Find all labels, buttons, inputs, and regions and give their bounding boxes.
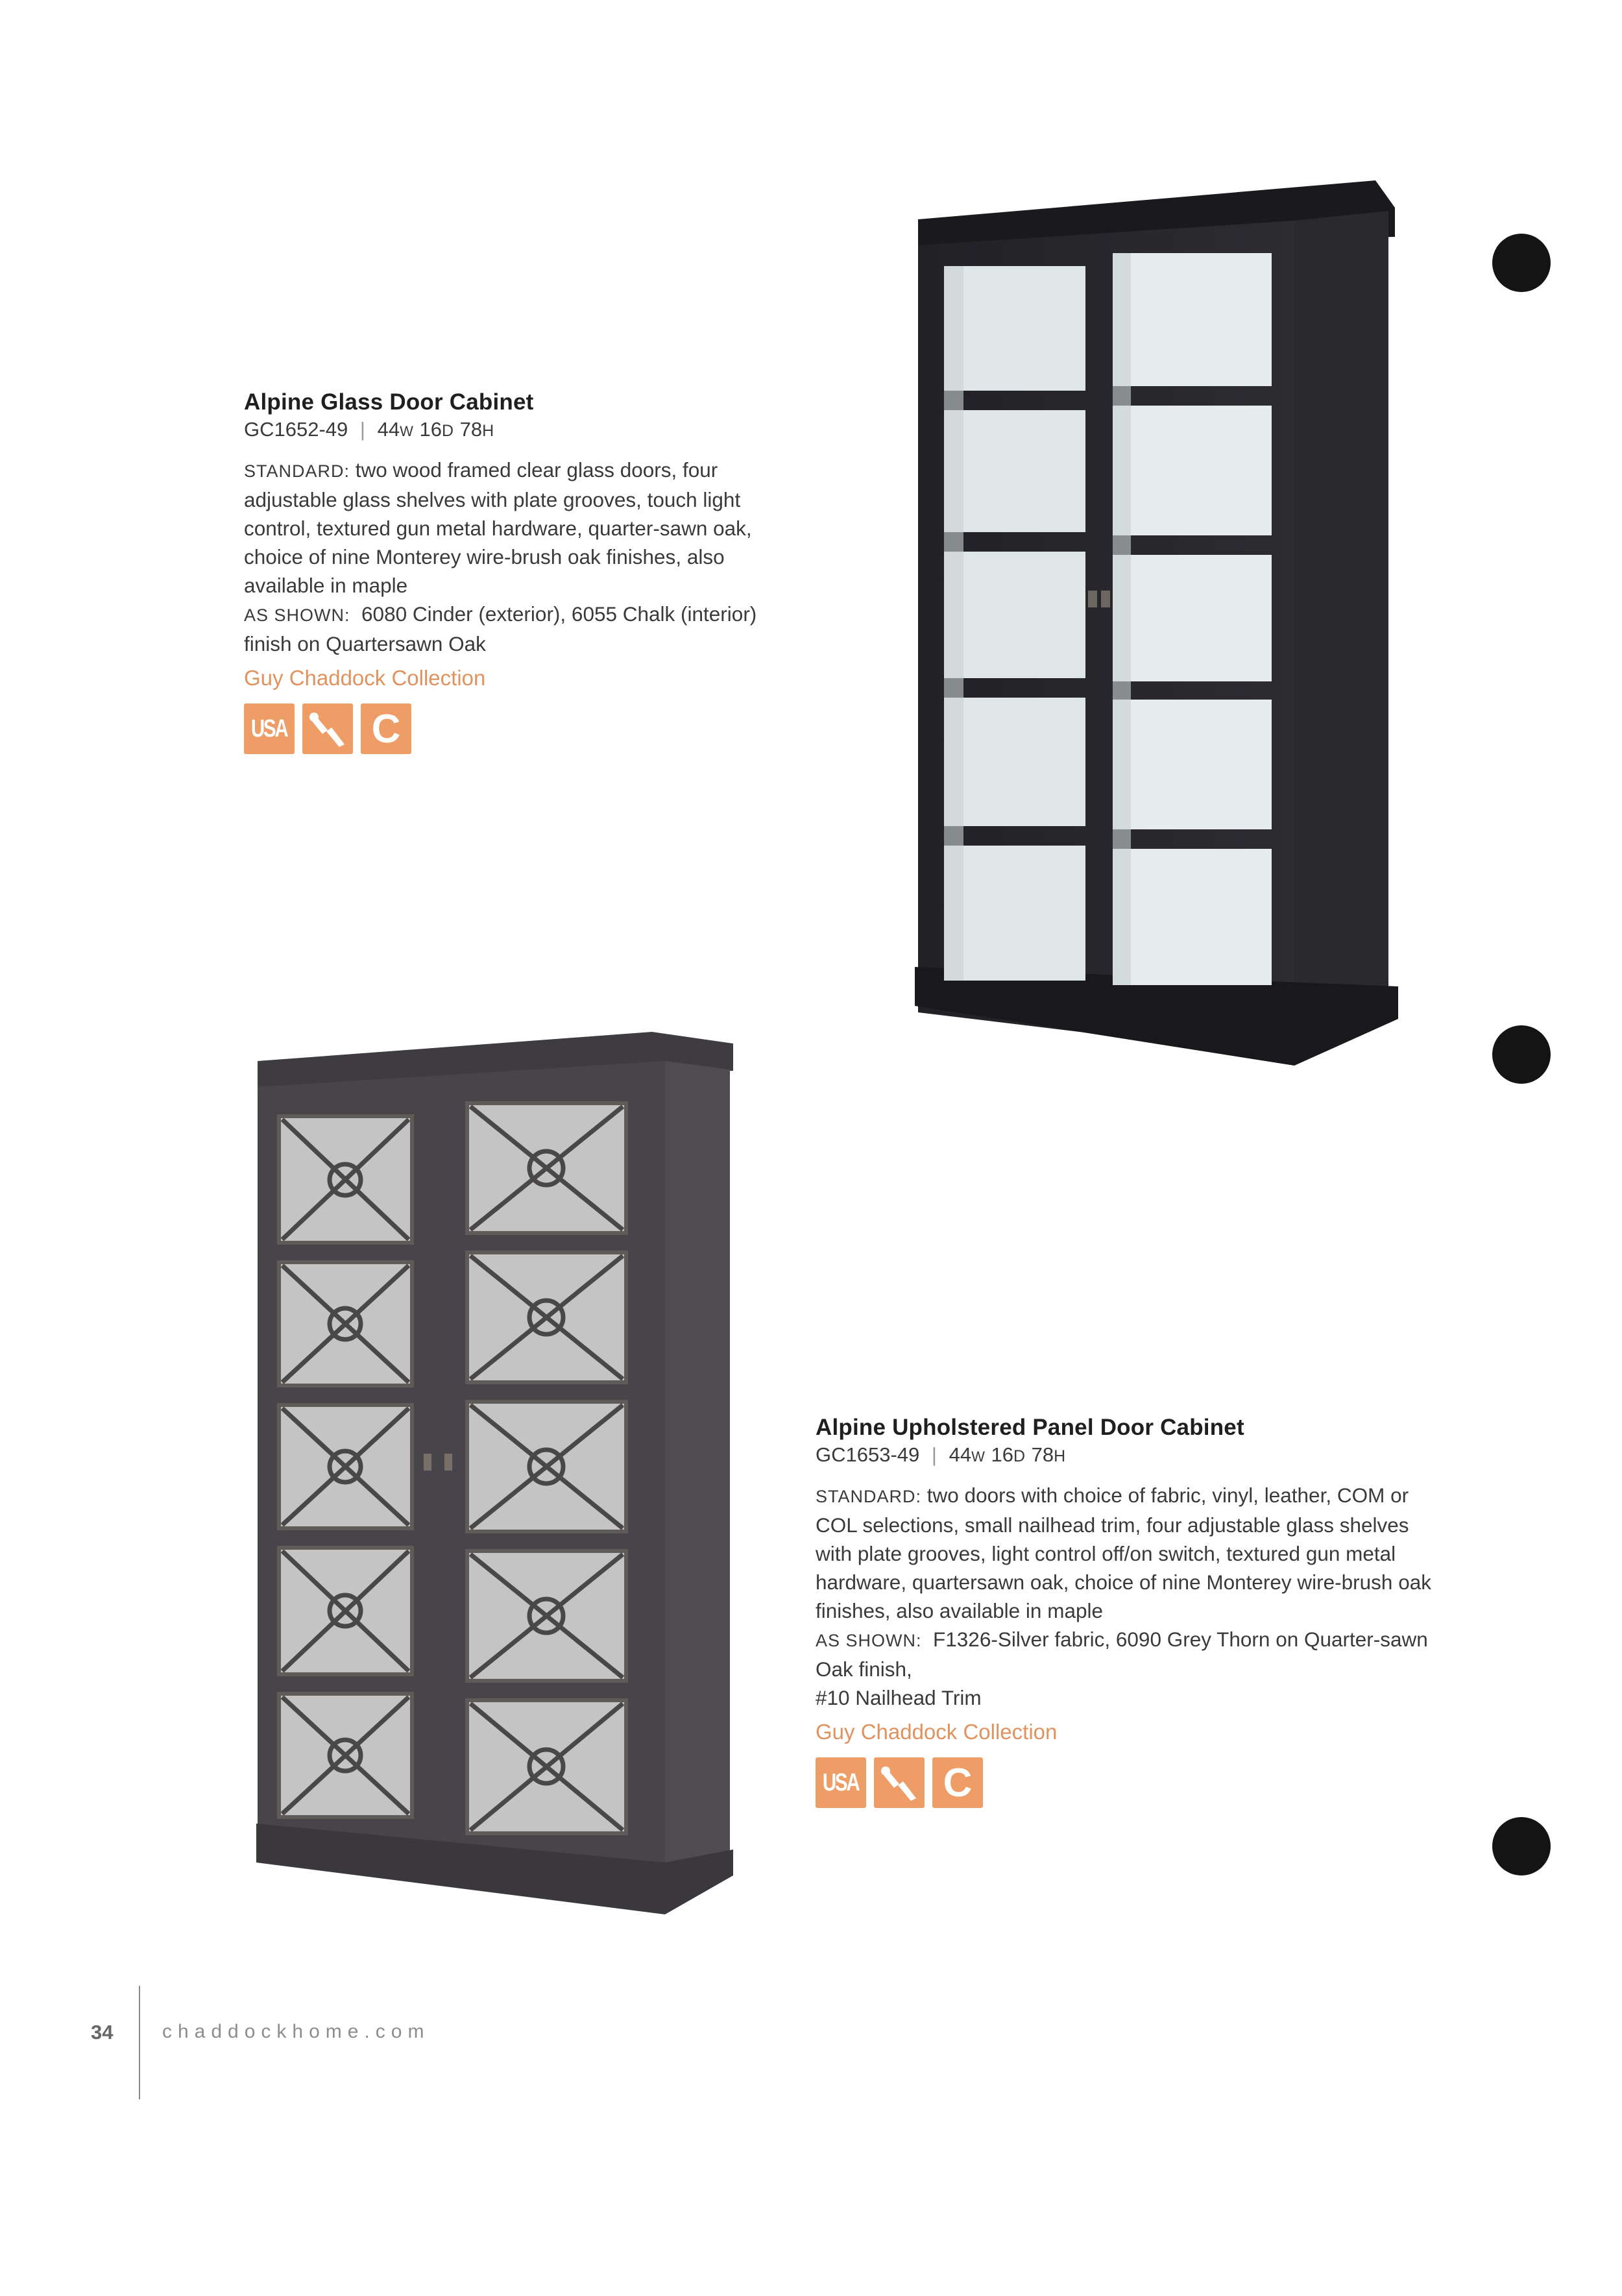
product-1-title: Alpine Glass Door Cabinet bbox=[244, 389, 534, 415]
usa-made-icon: USA bbox=[816, 1757, 866, 1808]
product-1-info bbox=[244, 389, 782, 754]
footer-divider bbox=[139, 1986, 140, 2099]
as-shown-label: AS SHOWN: bbox=[244, 605, 350, 625]
product-1-collection: Guy Chaddock Collection bbox=[244, 666, 486, 690]
product-2-info bbox=[816, 1415, 1451, 1808]
product-2-title: Alpine Upholstered Panel Door Cabinet bbox=[816, 1415, 1244, 1440]
product-1-code: GC1652-49 bbox=[244, 418, 348, 441]
as-shown-text: 6080 Cinder (exterior), 6055 Chalk (interior) finish on Quartersawn Oak bbox=[244, 602, 757, 655]
standard-label: STANDARD: bbox=[816, 1487, 922, 1506]
standard-text: two doors with choice of fabric, vinyl, leather, COM or COL selections, small nailhead trim, four adjustable glass shelves with plate grooves, light control off/on switch, textured gun metal hardware, quartersawn oak, choice of nine Monterey wire-brush oak finishes, also available in maple bbox=[816, 1484, 1431, 1622]
product-1-badges bbox=[244, 703, 782, 754]
standard-label: STANDARD: bbox=[244, 461, 350, 481]
brush-finish-icon bbox=[302, 703, 353, 754]
page-number: 34 bbox=[91, 2021, 114, 2044]
product-2-spec: GC1653-49 | 44w 16D 78H bbox=[816, 1443, 1067, 1466]
product-2-code: GC1653-49 bbox=[816, 1443, 920, 1466]
product-1-height: 78 bbox=[459, 418, 483, 441]
product-2-height: 78 bbox=[1031, 1443, 1054, 1466]
binder-hole-bottom bbox=[1492, 1817, 1551, 1875]
product-2-badges bbox=[816, 1757, 1451, 1808]
upholstered-cabinet-image bbox=[250, 1012, 743, 1914]
product-2-depth: 16 bbox=[991, 1443, 1013, 1466]
as-shown-label: AS SHOWN: bbox=[816, 1631, 922, 1650]
product-1-spec: GC1652-49 | 44w 16D 78H bbox=[244, 418, 495, 441]
custom-c-icon: C bbox=[361, 703, 411, 754]
glass-door-cabinet-image bbox=[899, 175, 1405, 1077]
product-2-width: 44 bbox=[949, 1443, 972, 1466]
usa-made-icon: USA bbox=[244, 703, 295, 754]
footer-website-link[interactable]: chaddockhome.com bbox=[162, 2021, 430, 2042]
binder-hole-top bbox=[1492, 234, 1551, 292]
product-1-width: 44 bbox=[377, 418, 400, 441]
product-1-depth: 16 bbox=[419, 418, 442, 441]
product-1-description bbox=[244, 456, 782, 658]
product-2-collection: Guy Chaddock Collection bbox=[816, 1720, 1058, 1744]
custom-c-icon: C bbox=[932, 1757, 983, 1808]
product-2-description bbox=[816, 1481, 1438, 1712]
binder-hole-middle bbox=[1492, 1025, 1551, 1084]
as-shown-text: F1326-Silver fabric, 6090 Grey Thorn on Quarter-sawn Oak finish, bbox=[816, 1628, 1428, 1681]
standard-text: two wood framed clear glass doors, four adjustable glass shelves with plate grooves, touch light control, textured gun metal hardware, quarter-sawn oak, choice of nine Monterey wire-brush oak finishes, also available in maple bbox=[244, 458, 752, 597]
brush-finish-icon bbox=[874, 1757, 925, 1808]
as-shown-text-2: #10 Nailhead Trim bbox=[816, 1686, 982, 1709]
